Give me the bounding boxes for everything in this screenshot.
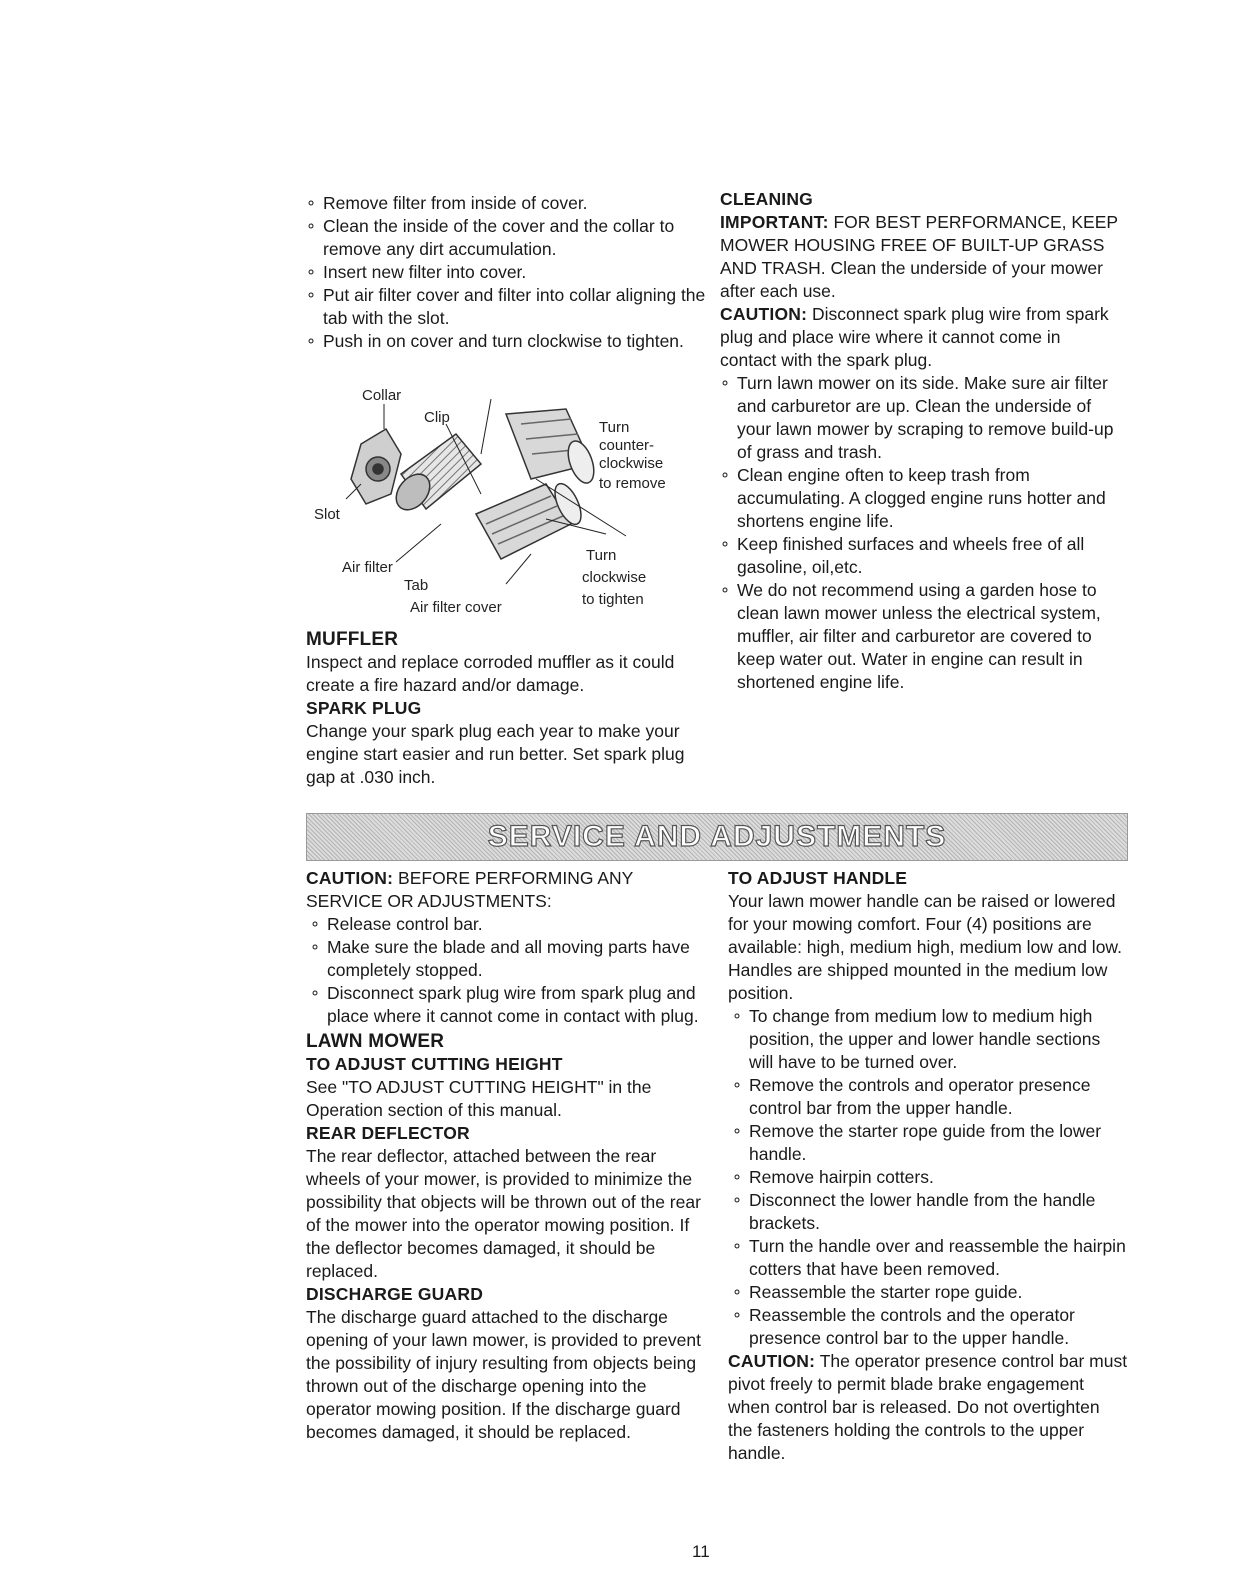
label-slot: Slot <box>314 506 340 523</box>
important-paragraph <box>720 211 1120 303</box>
list-item: ∘ Keep finished surfaces and wheels free of all gasoline, oil,etc. <box>720 533 1120 579</box>
adjust-handle-text: Your lawn mower handle can be raised or lowered for your mowing comfort. Four (4) positions are available: high, medium high, medium low and low. Handles are shipped mounted in the medium low position. <box>728 891 1122 1003</box>
caution-label: CAUTION: <box>720 304 808 324</box>
list-item: ∘ To change from medium low to medium high position, the upper and lower handle sections will have to be turned over. <box>732 1005 1128 1074</box>
page-number: 11 <box>692 1542 710 1561</box>
list-item: ∘ Remove filter from inside of cover. <box>306 192 706 215</box>
important-label: IMPORTANT: <box>720 212 829 232</box>
section-banner <box>306 813 1128 861</box>
cutting-height-heading: TO ADJUST CUTTING HEIGHT <box>306 1054 563 1074</box>
air-filter-cover-lower <box>476 480 586 559</box>
right-bottom-column <box>728 867 1128 1465</box>
muffler-section <box>306 628 706 789</box>
list-item: ∘ Put air filter cover and filter into collar aligning the tab with the slot. <box>306 284 706 330</box>
list-item: ∘ Turn the handle over and reassemble the hairpin cotters that have been removed. <box>732 1235 1128 1281</box>
service-caution <box>306 867 711 913</box>
air-filter-shape <box>389 434 481 516</box>
list-item: ∘ Insert new filter into cover. <box>306 261 706 284</box>
list-item: ∘ Remove the controls and operator presence control bar from the upper handle. <box>732 1074 1128 1120</box>
caution-text: The operator presence control bar must pivot freely to permit blade brake engagement when control bar is released. Do not overtighten the fasteners holding the controls to the upper handle. <box>728 1351 1128 1463</box>
caution-steps <box>310 913 711 1028</box>
discharge-guard-heading: DISCHARGE GUARD <box>306 1284 484 1304</box>
label-turn-ccw-1: Turn <box>599 419 630 436</box>
rear-deflector-heading: REAR DEFLECTOR <box>306 1123 470 1143</box>
cleaning-section <box>720 188 1120 694</box>
air-filter-diagram <box>306 384 696 620</box>
list-item: ∘ Push in on cover and turn clockwise to tighten. <box>306 330 706 353</box>
collar-shape <box>351 429 401 504</box>
list-item: ∘ Release control bar. <box>310 913 711 936</box>
list-item: ∘ Reassemble the controls and the operator presence control bar to the upper handle. <box>732 1304 1128 1350</box>
label-air-filter-cover: Air filter cover <box>410 599 502 616</box>
list-item: ∘ Remove hairpin cotters. <box>732 1166 1128 1189</box>
left-top-column <box>306 192 706 353</box>
label-turn-cw-3: to tighten <box>582 591 644 608</box>
muffler-heading: MUFFLER <box>306 629 399 650</box>
list-item: ∘ Disconnect the lower handle from the handle brackets. <box>732 1189 1128 1235</box>
list-item: ∘ We do not recommend using a garden hose to clean lawn mower unless the electrical system, muffler, air filter and carburetor are covered to keep water out. Water in engine can result in shortened engine life. <box>720 579 1120 694</box>
label-clip: Clip <box>424 409 450 426</box>
label-turn-cw-2: clockwise <box>582 569 647 586</box>
spark-plug-heading: SPARK PLUG <box>306 698 422 718</box>
spark-plug-text: Change your spark plug each year to make your engine start easier and run better. Set spark plug gap at .030 inch. <box>306 721 685 787</box>
handle-caution <box>728 1350 1128 1465</box>
caution-text: Disconnect spark plug wire from spark plug and place wire where it cannot come in contact with the spark plug. <box>720 304 1109 370</box>
cutting-height-text: See "TO ADJUST CUTTING HEIGHT" in the Operation section of this manual. <box>306 1077 652 1120</box>
caution-label: CAUTION: <box>728 1351 816 1371</box>
label-turn-cw-1: Turn <box>586 547 617 564</box>
important-text: FOR BEST PERFORMANCE, KEEP MOWER HOUSING FREE OF BUILT-UP GRASS AND TRASH. Clean the underside of your mower after each use. <box>720 212 1118 301</box>
label-turn-ccw-4: to remove <box>599 475 666 492</box>
cleaning-caution <box>720 303 1120 372</box>
cleaning-steps <box>720 372 1120 694</box>
rear-deflector-text: The rear deflector, attached between the rear wheels of your mower, is provided to minimize the possibility that objects will be thrown out of the rear of the mower into the operator mowing position. If the deflector becomes damaged, it should be replaced. <box>306 1146 701 1281</box>
muffler-text: Inspect and replace corroded muffler as it could create a fire hazard and/or damage. <box>306 652 675 695</box>
air-filter-cover-upper <box>506 409 599 486</box>
discharge-guard-text: The discharge guard attached to the discharge opening of your lawn mower, is provided to prevent the possibility of injury resulting from objects being thrown out of the discharge opening into the operator mowing position. If the discharge guard becomes damaged, it should be replaced. <box>306 1307 701 1442</box>
adjust-handle-steps <box>732 1005 1128 1350</box>
list-item: ∘ Clean engine often to keep trash from accumulating. A clogged engine runs hotter and shortens engine life. <box>720 464 1120 533</box>
left-bottom-column <box>306 867 711 1444</box>
list-item: ∘ Clean the inside of the cover and the collar to remove any dirt accumulation. <box>306 215 706 261</box>
caution-text: BEFORE PERFORMING ANY SERVICE OR ADJUSTMENTS: <box>306 868 634 911</box>
adjust-handle-heading: TO ADJUST HANDLE <box>728 868 908 888</box>
list-item: ∘ Reassemble the starter rope guide. <box>732 1281 1128 1304</box>
cleaning-heading: CLEANING <box>720 189 813 209</box>
label-tab: Tab <box>404 577 429 594</box>
caution-label: CAUTION: <box>306 868 394 888</box>
label-turn-ccw-3: clockwise <box>599 455 664 472</box>
list-item: ∘ Disconnect spark plug wire from spark plug and place where it cannot come in contact with plug. <box>310 982 711 1028</box>
label-collar: Collar <box>362 387 402 404</box>
label-air-filter: Air filter <box>342 559 393 576</box>
list-item: ∘ Make sure the blade and all moving parts have completely stopped. <box>310 936 711 982</box>
list-item: ∘ Remove the starter rope guide from the lower handle. <box>732 1120 1128 1166</box>
air-filter-steps <box>306 192 706 353</box>
list-item: ∘ Turn lawn mower on its side. Make sure air filter and carburetor are up. Clean the underside of your lawn mower by scraping to remove build-up of grass and trash. <box>720 372 1120 464</box>
label-turn-ccw-2: counter- <box>599 437 655 454</box>
lawn-mower-heading: LAWN MOWER <box>306 1031 445 1052</box>
banner-title: SERVICE AND ADJUSTMENTS <box>487 820 947 853</box>
